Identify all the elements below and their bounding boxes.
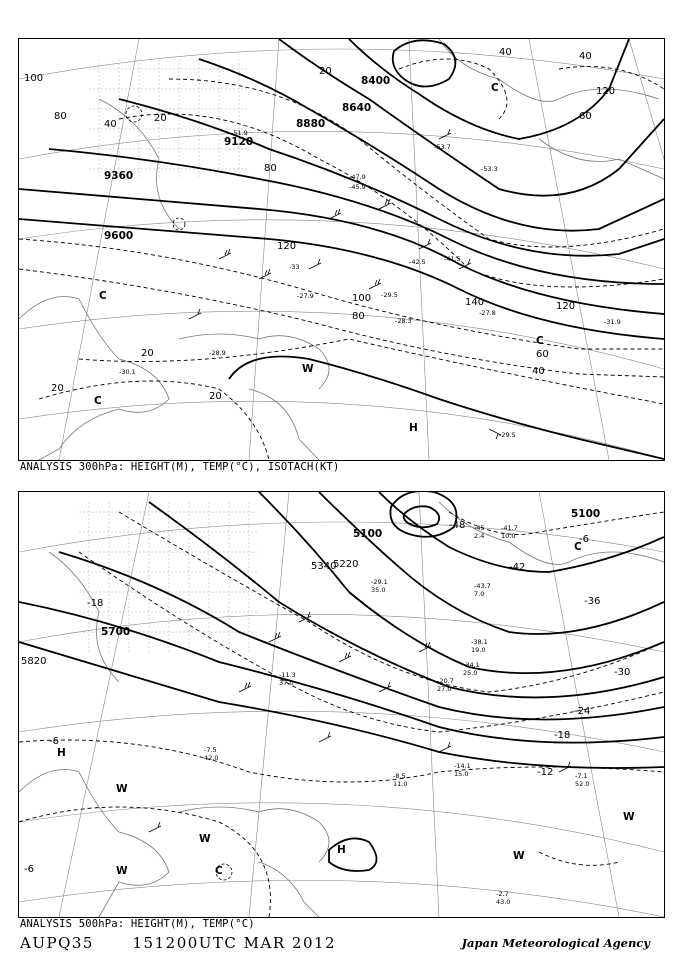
temp-label: -6: [579, 534, 589, 545]
warm-marker: W: [116, 783, 128, 795]
station-value: -20.7: [437, 677, 454, 685]
height-contours: [19, 492, 664, 871]
temp-label: -53.7: [434, 143, 451, 151]
height-label: 5100: [571, 508, 601, 520]
isotach-label: 80: [54, 111, 67, 122]
isotach-label: 20: [141, 348, 154, 359]
temp-label: -51.9: [231, 129, 248, 137]
isotach-label: 120: [277, 241, 297, 252]
station-value: 7.0: [474, 590, 485, 598]
warm-marker: W: [302, 363, 314, 375]
isotach-label: 40: [579, 51, 592, 62]
station-value: -2.7: [496, 890, 509, 898]
isotherm-lines: [19, 512, 664, 917]
station-value: -8.5: [393, 772, 406, 780]
isotach-label: 20: [209, 391, 222, 402]
station-value: 2.4: [474, 532, 485, 540]
height-label: 5340: [311, 561, 337, 572]
temp-label: -27.9: [297, 292, 314, 300]
temp-label: -6: [49, 736, 59, 747]
cold-marker: C: [94, 395, 102, 407]
station-value: 42.0: [204, 754, 219, 762]
map-500hpa-caption: ANALYSIS 500hPa: HEIGHT(M), TEMP(°C): [20, 918, 255, 930]
temp-label: -48: [449, 520, 466, 531]
temp-label: -30.1: [119, 368, 136, 376]
temp-label: -28.3: [395, 317, 412, 325]
wind-barbs: [149, 612, 571, 832]
station-value: -7.1: [575, 772, 588, 780]
temp-label: -12: [537, 767, 554, 778]
high-marker: H: [409, 422, 418, 434]
agency-name: Japan Meteorological Agency: [461, 936, 650, 950]
isotach-label-group: [24, 47, 615, 402]
map-300hpa-canvas: [19, 39, 664, 460]
cold-marker: C: [536, 335, 544, 347]
isotach-label: 60: [536, 349, 549, 360]
station-value: 10.0: [501, 532, 516, 540]
cold-marker: C: [99, 290, 107, 302]
warm-marker: W: [623, 811, 635, 823]
height-label: 9120: [224, 136, 254, 148]
isotach-label: 100: [352, 293, 372, 304]
height-label: 5700: [101, 626, 131, 638]
height-label: 5100: [353, 528, 383, 540]
station-value: 52.0: [575, 780, 590, 788]
temp-label: -6: [24, 864, 34, 875]
temp-label: -30: [614, 667, 631, 678]
station-value: -38.1: [471, 638, 488, 646]
cold-marker: C: [574, 541, 582, 553]
height-label-group: [104, 75, 390, 242]
height-label: 8400: [361, 75, 391, 87]
temp-label: -42: [509, 562, 526, 573]
isotach-label: 20: [154, 113, 167, 124]
station-value: 43.0: [496, 898, 511, 906]
station-value: -11.3: [279, 671, 296, 679]
station-value: 27.0: [437, 685, 452, 693]
map-500hpa-canvas: [19, 492, 664, 917]
isotach-label: 100: [24, 73, 44, 84]
station-value: -41.7: [501, 524, 518, 532]
isotach-label: 120: [556, 301, 576, 312]
station-value: -43.7: [474, 582, 491, 590]
product-header: [20, 934, 336, 952]
isotach-label: 140: [465, 297, 485, 308]
map-300hpa: [18, 38, 665, 461]
height-label: 8640: [342, 102, 372, 114]
marker-group: [57, 541, 635, 877]
station-value: -45: [474, 524, 485, 532]
temp-label: -36: [584, 596, 601, 607]
isotach-label: 80: [264, 163, 277, 174]
temp-label: -18: [87, 598, 104, 609]
marker-group: [94, 82, 544, 434]
isotach-label: 20: [319, 66, 332, 77]
high-marker: H: [337, 844, 346, 856]
temp-label: -27.8: [479, 309, 496, 317]
cold-marker: C: [215, 865, 223, 877]
temp-label-group: [119, 129, 621, 439]
isotach-label: 60: [579, 111, 592, 122]
temp-label: -28.9: [209, 349, 226, 357]
temp-label: -53.3: [481, 165, 498, 173]
height-label: 5220: [333, 559, 359, 570]
station-value: 35.0: [371, 586, 386, 594]
station-value: -29.1: [371, 578, 388, 586]
valid-time: 151200UTC MAR 2012: [132, 934, 337, 952]
cold-marker: C: [491, 82, 499, 94]
high-marker: H: [57, 747, 66, 759]
temp-label: -33: [289, 263, 300, 271]
warm-marker: W: [199, 833, 211, 845]
height-label: 5820: [21, 656, 47, 667]
isotach-label: 120: [596, 86, 616, 97]
station-value: 11.0: [393, 780, 408, 788]
temp-label: -41.5: [444, 255, 461, 263]
temp-label: -47.9: [349, 173, 366, 181]
map-300hpa-caption: ANALYSIS 300hPa: HEIGHT(M), TEMP(°C), ISOTACH(KT): [20, 461, 340, 473]
warm-marker: W: [116, 865, 128, 877]
station-value-group: [204, 524, 589, 906]
temp-label: -29.5: [381, 291, 398, 299]
height-label: 8880: [296, 118, 326, 130]
temp-label: -42.5: [409, 258, 426, 266]
isotach-label: 80: [352, 311, 365, 322]
station-value: 15.0: [454, 770, 469, 778]
height-label: 9360: [104, 170, 134, 182]
warm-marker: W: [513, 850, 525, 862]
isotach-label: 40: [499, 47, 512, 58]
product-code: AUPQ35: [20, 934, 94, 952]
map-500hpa: [18, 491, 665, 918]
isotach-label: 40: [532, 366, 545, 377]
temp-label: -45.9: [349, 183, 366, 191]
wind-barbs: [189, 129, 501, 439]
station-value: 37.0: [279, 679, 294, 687]
station-value: -7.5: [204, 746, 217, 754]
isotach-label: 40: [104, 119, 117, 130]
temp-label: -29.5: [499, 431, 516, 439]
station-value: 25.0: [463, 669, 478, 677]
station-value: 19.0: [471, 646, 486, 654]
isotach-label: 20: [51, 383, 64, 394]
temp-label: -31.9: [604, 318, 621, 326]
station-value: -14.1: [454, 762, 471, 770]
temp-label: -18: [554, 730, 571, 741]
station-value: -34.1: [463, 661, 480, 669]
temp-label: -24: [574, 706, 591, 717]
height-label: 9600: [104, 230, 134, 242]
